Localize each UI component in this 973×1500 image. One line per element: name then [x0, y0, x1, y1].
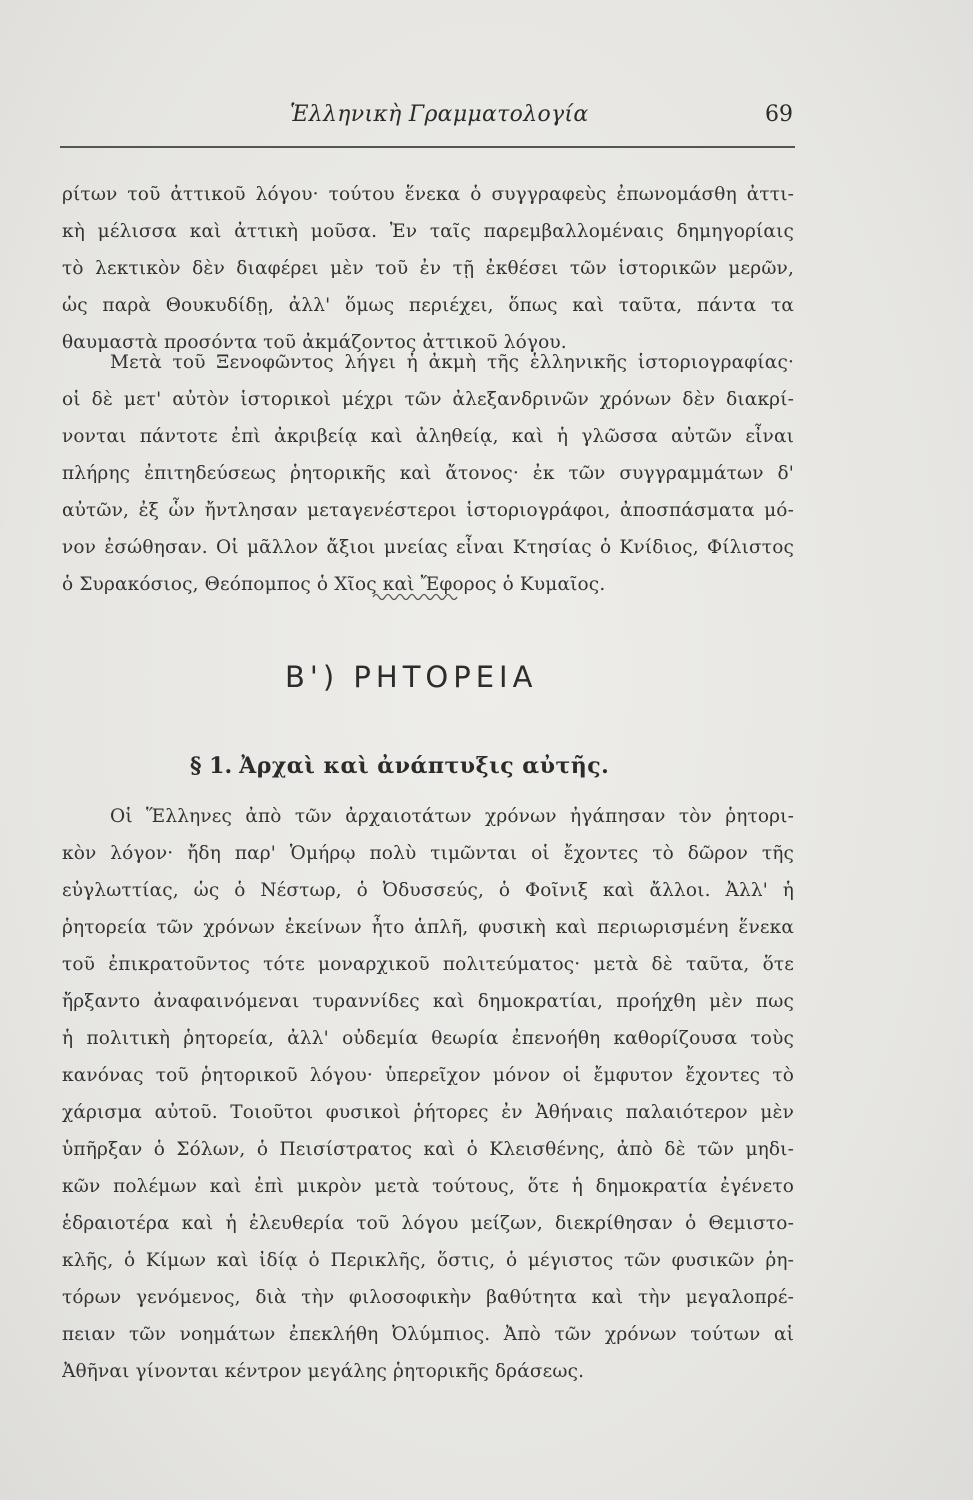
paragraph-3	[62, 798, 794, 1390]
text-line: κανόνας τοῦ ῥητορικοῦ λόγου· ὑπερεῖχον μόνον οἱ ἔμφυτον ἔχοντες τὸ	[62, 1065, 794, 1086]
text-line: τοῦ ἐπικρατοῦντος τότε μοναρχικοῦ πολιτεύματος· μετὰ δὲ ταῦτα, ὅτε	[62, 954, 794, 975]
running-title: Ἑλληνικὴ Γραμματολογία	[290, 102, 589, 127]
text-line: Μετὰ τοῦ Ξενοφῶντος λήγει ἡ ἀκμὴ τῆς ἑλληνικῆς ἱστοριογραφίας·	[110, 352, 794, 373]
subsection-heading	[190, 753, 609, 779]
text-line: ὁ Συρακόσιος, Θεόπομπος ὁ Χῖος καὶ Ἔφορος ὁ Κυμαῖος.	[62, 574, 606, 595]
header-rule	[60, 146, 795, 148]
text-line: κλῆς, ὁ Κίμων καὶ ἰδίᾳ ὁ Περικλῆς, ὅστις, ὁ μέγιστος τῶν φυσικῶν ῥη-	[62, 1250, 794, 1271]
running-header	[60, 102, 795, 142]
text-line: κὸν λόγον· ἤδη παρ' Ὁμήρῳ πολὺ τιμῶνται οἱ ἔχοντες τὸ δῶρον τῆς	[62, 843, 794, 864]
text-line: κὴ μέλισσα καὶ ἀττικὴ μοῦσα. Ἐν ταῖς παρεμβαλλομέναις δημηγορίαις	[62, 221, 794, 242]
subsection-number: § 1.	[190, 753, 233, 779]
text-line: πλήρης ἐπιτηδεύσεως ῥητορικῆς καὶ ἄτονος· ἐκ τῶν συγγραμμάτων δ'	[62, 463, 794, 484]
text-line: οἱ δὲ μετ' αὐτὸν ἱστορικοὶ μέχρι τῶν ἀλεξανδρινῶν χρόνων δὲν διακρί-	[62, 389, 794, 410]
text-line: θαυμαστὰ προσόντα τοῦ ἀκμάζοντος ἀττικοῦ λόγου.	[62, 332, 567, 353]
text-line: νονται πάντοτε ἐπὶ ἀκριβείᾳ καὶ ἀληθείᾳ, καὶ ἡ γλῶσσα αὐτῶν εἶναι	[62, 426, 794, 447]
text-line: ὡς παρὰ Θουκυδίδῃ, ἀλλ' ὅμως περιέχει, ὅπως καὶ ταῦτα, πάντα τα	[62, 295, 794, 316]
text-line: κῶν πολέμων καὶ ἐπὶ μικρὸν μετὰ τούτους, ὅτε ἡ δημοκρατία ἐγένετο	[62, 1176, 794, 1197]
text-line: ρίτων τοῦ ἀττικοῦ λόγου· τούτου ἕνεκα ὁ συγγραφεὺς ἐπωνομάσθη ἀττι-	[62, 184, 794, 205]
text-line: ἑδραιοτέρα καὶ ἡ ἐλευθερία τοῦ λόγου μείζων, διεκρίθησαν ὁ Θεμιστο-	[62, 1213, 794, 1234]
text-line: ἡ πολιτικὴ ῥητορεία, ἀλλ' οὐδεμία θεωρία ἐπενοήθη καθορίζουσα τοὺς	[62, 1028, 794, 1049]
text-line: τόρων γενόμενος, διὰ τὴν φιλοσοφικὴν βαθύτητα καὶ τὴν μεγαλοπρέ-	[62, 1287, 794, 1308]
text-line: ἤρξαντο ἀναφαινόμεναι τυραννίδες καὶ δημοκρατίαι, προήχθη μὲν πως	[62, 991, 794, 1012]
text-line: Οἱ Ἕλληνες ἀπὸ τῶν ἀρχαιοτάτων χρόνων ἠγάπησαν τὸν ῥητορι-	[110, 806, 794, 827]
text-line: αὐτῶν, ἐξ ὧν ἤντλησαν μεταγενέστεροι ἱστοριογράφοι, ἀποσπάσματα μό-	[62, 500, 794, 521]
text-line: εὐγλωττίας, ὡς ὁ Νέστωρ, ὁ Ὀδυσσεύς, ὁ Φοῖνιξ καὶ ἄλλοι. Ἀλλ' ἡ	[62, 880, 794, 901]
text-line: ῥητορεία τῶν χρόνων ἐκείνων ἦτο ἁπλῆ, φυσικὴ καὶ περιωρισμένη ἕνεκα	[62, 917, 794, 938]
wavy-divider-ornament	[372, 590, 458, 604]
text-line: χάρισμα αὐτοῦ. Τοιοῦτοι φυσικοὶ ῥήτορες ἐν Ἀθήναις παλαιότερον μὲν	[62, 1102, 794, 1123]
text-line: πειαν τῶν νοημάτων ἐπεκλήθη Ὀλύμπιος. Ἀπὸ τῶν χρόνων τούτων αἱ	[62, 1324, 794, 1345]
page-number: 69	[765, 102, 793, 127]
subsection-title: Ἀρχαὶ καὶ ἀνάπτυξις αὐτῆς.	[239, 753, 610, 779]
paragraph-1	[62, 176, 794, 361]
paragraph-2	[62, 344, 794, 603]
section-heading: Β') ΡΗΤΟΡΕΙΑ	[285, 660, 538, 694]
text-line: νον ἐσώθησαν. Οἱ μᾶλλον ἄξιοι μνείας εἶναι Κτησίας ὁ Κνίδιος, Φίλιστος	[62, 537, 794, 558]
text-line: τὸ λεκτικὸν δὲν διαφέρει μὲν τοῦ ἐν τῇ ἐκθέσει τῶν ἱστορικῶν μερῶν,	[62, 258, 794, 279]
text-line: ὑπῆρξαν ὁ Σόλων, ὁ Πεισίστρατος καὶ ὁ Κλεισθένης, ἀπὸ δὲ τῶν μηδι-	[62, 1139, 794, 1160]
text-line: Ἀθῆναι γίνονται κέντρον μεγάλης ῥητορικῆς δράσεως.	[62, 1361, 585, 1382]
